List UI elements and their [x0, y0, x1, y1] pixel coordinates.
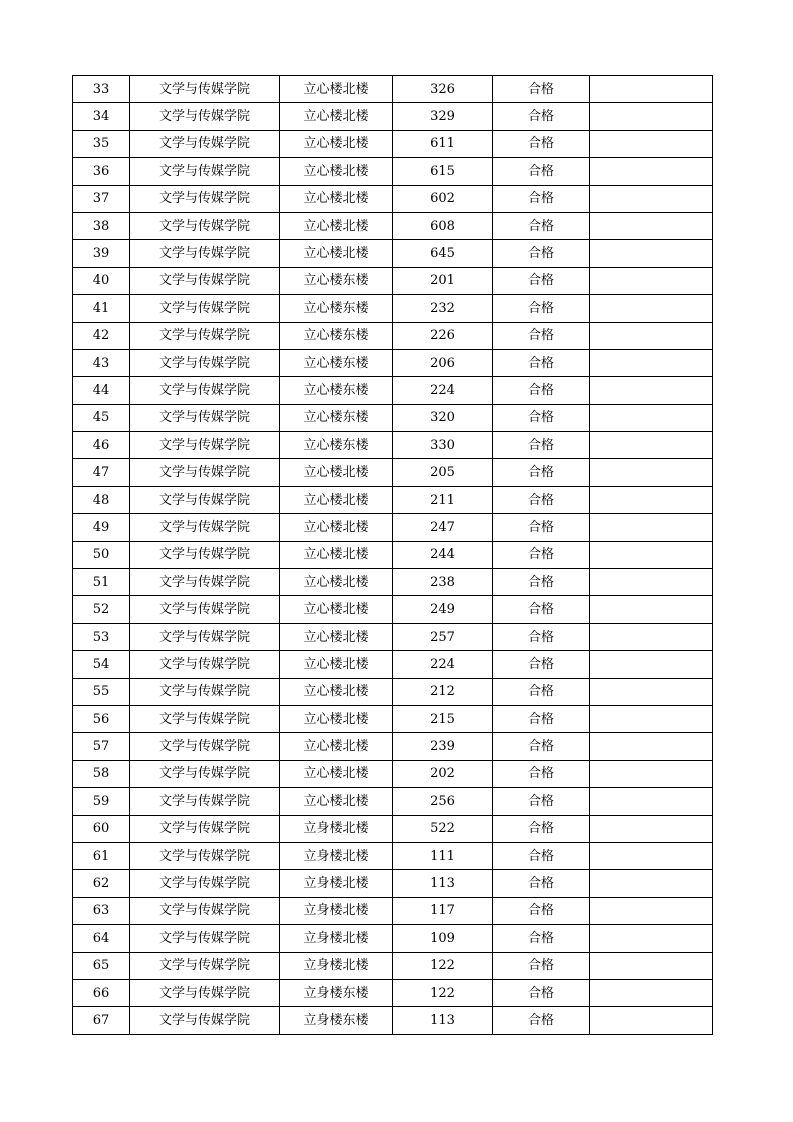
college-cell: 文学与传媒学院 [130, 130, 280, 157]
table-row [73, 651, 713, 678]
room-number-cell: 238 [393, 569, 493, 596]
note-cell [590, 788, 713, 815]
college-cell: 文学与传媒学院 [130, 514, 280, 541]
room-number-cell: 215 [393, 705, 493, 732]
note-cell [590, 240, 713, 267]
room-number-cell: 645 [393, 240, 493, 267]
result-cell: 合格 [493, 185, 590, 212]
table-row [73, 486, 713, 513]
table-row [73, 212, 713, 239]
college-cell: 文学与传媒学院 [130, 295, 280, 322]
note-cell [590, 514, 713, 541]
college-cell: 文学与传媒学院 [130, 486, 280, 513]
note-cell [590, 432, 713, 459]
college-cell: 文学与传媒学院 [130, 267, 280, 294]
college-cell: 文学与传媒学院 [130, 952, 280, 979]
note-cell [590, 925, 713, 952]
result-cell: 合格 [493, 623, 590, 650]
college-cell: 文学与传媒学院 [130, 705, 280, 732]
room-number-cell: 244 [393, 541, 493, 568]
room-number-cell: 326 [393, 76, 493, 103]
result-cell: 合格 [493, 760, 590, 787]
result-cell: 合格 [493, 842, 590, 869]
table-row [73, 130, 713, 157]
building-cell: 立身楼北楼 [280, 842, 393, 869]
result-cell: 合格 [493, 979, 590, 1006]
college-cell: 文学与传媒学院 [130, 897, 280, 924]
result-cell: 合格 [493, 1007, 590, 1034]
note-cell [590, 815, 713, 842]
row-number-cell: 61 [73, 842, 130, 869]
room-number-cell: 211 [393, 486, 493, 513]
table-row [73, 432, 713, 459]
table-row [73, 185, 713, 212]
row-number-cell: 60 [73, 815, 130, 842]
room-number-cell: 201 [393, 267, 493, 294]
note-cell [590, 952, 713, 979]
building-cell: 立心楼北楼 [280, 130, 393, 157]
result-cell: 合格 [493, 377, 590, 404]
note-cell [590, 760, 713, 787]
college-cell: 文学与传媒学院 [130, 979, 280, 1006]
room-number-cell: 320 [393, 404, 493, 431]
building-cell: 立心楼北楼 [280, 651, 393, 678]
building-cell: 立心楼北楼 [280, 76, 393, 103]
building-cell: 立心楼北楼 [280, 733, 393, 760]
table-row [73, 760, 713, 787]
result-cell: 合格 [493, 897, 590, 924]
note-cell [590, 897, 713, 924]
table-row [73, 897, 713, 924]
table-row [73, 322, 713, 349]
building-cell: 立身楼东楼 [280, 1007, 393, 1034]
result-cell: 合格 [493, 267, 590, 294]
college-cell: 文学与传媒学院 [130, 760, 280, 787]
inspection-table [72, 75, 713, 1035]
row-number-cell: 57 [73, 733, 130, 760]
building-cell: 立身楼北楼 [280, 897, 393, 924]
table-row [73, 870, 713, 897]
row-number-cell: 58 [73, 760, 130, 787]
college-cell: 文学与传媒学院 [130, 623, 280, 650]
table-row [73, 103, 713, 130]
note-cell [590, 870, 713, 897]
building-cell: 立心楼北楼 [280, 486, 393, 513]
result-cell: 合格 [493, 788, 590, 815]
building-cell: 立心楼东楼 [280, 404, 393, 431]
table-row [73, 76, 713, 103]
row-number-cell: 38 [73, 212, 130, 239]
building-cell: 立心楼东楼 [280, 322, 393, 349]
room-number-cell: 608 [393, 212, 493, 239]
table-row [73, 979, 713, 1006]
table-row [73, 733, 713, 760]
college-cell: 文学与传媒学院 [130, 377, 280, 404]
college-cell: 文学与传媒学院 [130, 1007, 280, 1034]
result-cell: 合格 [493, 569, 590, 596]
college-cell: 文学与传媒学院 [130, 925, 280, 952]
college-cell: 文学与传媒学院 [130, 733, 280, 760]
result-cell: 合格 [493, 212, 590, 239]
college-cell: 文学与传媒学院 [130, 842, 280, 869]
room-number-cell: 602 [393, 185, 493, 212]
row-number-cell: 33 [73, 76, 130, 103]
row-number-cell: 34 [73, 103, 130, 130]
college-cell: 文学与传媒学院 [130, 322, 280, 349]
college-cell: 文学与传媒学院 [130, 651, 280, 678]
result-cell: 合格 [493, 514, 590, 541]
building-cell: 立心楼北楼 [280, 596, 393, 623]
result-cell: 合格 [493, 651, 590, 678]
result-cell: 合格 [493, 870, 590, 897]
row-number-cell: 35 [73, 130, 130, 157]
row-number-cell: 39 [73, 240, 130, 267]
row-number-cell: 43 [73, 349, 130, 376]
note-cell [590, 733, 713, 760]
room-number-cell: 522 [393, 815, 493, 842]
room-number-cell: 232 [393, 295, 493, 322]
building-cell: 立身楼北楼 [280, 925, 393, 952]
building-cell: 立身楼北楼 [280, 870, 393, 897]
note-cell [590, 705, 713, 732]
room-number-cell: 205 [393, 459, 493, 486]
room-number-cell: 212 [393, 678, 493, 705]
note-cell [590, 130, 713, 157]
room-number-cell: 257 [393, 623, 493, 650]
result-cell: 合格 [493, 596, 590, 623]
building-cell: 立心楼北楼 [280, 541, 393, 568]
building-cell: 立心楼北楼 [280, 459, 393, 486]
row-number-cell: 49 [73, 514, 130, 541]
table-row [73, 623, 713, 650]
building-cell: 立身楼东楼 [280, 979, 393, 1006]
building-cell: 立心楼北楼 [280, 240, 393, 267]
room-number-cell: 109 [393, 925, 493, 952]
college-cell: 文学与传媒学院 [130, 870, 280, 897]
room-number-cell: 224 [393, 651, 493, 678]
row-number-cell: 41 [73, 295, 130, 322]
room-number-cell: 122 [393, 952, 493, 979]
row-number-cell: 44 [73, 377, 130, 404]
row-number-cell: 51 [73, 569, 130, 596]
building-cell: 立心楼东楼 [280, 377, 393, 404]
room-number-cell: 226 [393, 322, 493, 349]
room-number-cell: 111 [393, 842, 493, 869]
building-cell: 立心楼北楼 [280, 158, 393, 185]
table-row [73, 267, 713, 294]
row-number-cell: 67 [73, 1007, 130, 1034]
note-cell [590, 267, 713, 294]
table-row [73, 569, 713, 596]
building-cell: 立心楼北楼 [280, 705, 393, 732]
college-cell: 文学与传媒学院 [130, 76, 280, 103]
room-number-cell: 249 [393, 596, 493, 623]
college-cell: 文学与传媒学院 [130, 678, 280, 705]
building-cell: 立心楼北楼 [280, 760, 393, 787]
row-number-cell: 53 [73, 623, 130, 650]
row-number-cell: 54 [73, 651, 130, 678]
note-cell [590, 76, 713, 103]
table-row [73, 514, 713, 541]
row-number-cell: 63 [73, 897, 130, 924]
college-cell: 文学与传媒学院 [130, 240, 280, 267]
note-cell [590, 158, 713, 185]
row-number-cell: 47 [73, 459, 130, 486]
row-number-cell: 36 [73, 158, 130, 185]
building-cell: 立心楼北楼 [280, 514, 393, 541]
table-row [73, 842, 713, 869]
result-cell: 合格 [493, 952, 590, 979]
room-number-cell: 224 [393, 377, 493, 404]
building-cell: 立心楼东楼 [280, 432, 393, 459]
room-number-cell: 113 [393, 1007, 493, 1034]
table-row [73, 596, 713, 623]
table-row [73, 705, 713, 732]
result-cell: 合格 [493, 925, 590, 952]
room-number-cell: 247 [393, 514, 493, 541]
result-cell: 合格 [493, 459, 590, 486]
result-cell: 合格 [493, 678, 590, 705]
building-cell: 立心楼北楼 [280, 788, 393, 815]
result-cell: 合格 [493, 322, 590, 349]
row-number-cell: 56 [73, 705, 130, 732]
note-cell [590, 103, 713, 130]
row-number-cell: 55 [73, 678, 130, 705]
building-cell: 立心楼北楼 [280, 185, 393, 212]
table-row [73, 404, 713, 431]
college-cell: 文学与传媒学院 [130, 212, 280, 239]
table-row [73, 377, 713, 404]
room-number-cell: 202 [393, 760, 493, 787]
college-cell: 文学与传媒学院 [130, 103, 280, 130]
college-cell: 文学与传媒学院 [130, 349, 280, 376]
row-number-cell: 66 [73, 979, 130, 1006]
college-cell: 文学与传媒学院 [130, 569, 280, 596]
row-number-cell: 46 [73, 432, 130, 459]
college-cell: 文学与传媒学院 [130, 158, 280, 185]
note-cell [590, 623, 713, 650]
note-cell [590, 404, 713, 431]
result-cell: 合格 [493, 486, 590, 513]
note-cell [590, 569, 713, 596]
building-cell: 立心楼北楼 [280, 678, 393, 705]
room-number-cell: 256 [393, 788, 493, 815]
note-cell [590, 1007, 713, 1034]
row-number-cell: 48 [73, 486, 130, 513]
note-cell [590, 541, 713, 568]
college-cell: 文学与传媒学院 [130, 541, 280, 568]
table-row [73, 788, 713, 815]
room-number-cell: 329 [393, 103, 493, 130]
college-cell: 文学与传媒学院 [130, 432, 280, 459]
result-cell: 合格 [493, 76, 590, 103]
room-number-cell: 206 [393, 349, 493, 376]
row-number-cell: 52 [73, 596, 130, 623]
note-cell [590, 377, 713, 404]
note-cell [590, 596, 713, 623]
building-cell: 立心楼东楼 [280, 267, 393, 294]
college-cell: 文学与传媒学院 [130, 788, 280, 815]
note-cell [590, 185, 713, 212]
note-cell [590, 295, 713, 322]
result-cell: 合格 [493, 432, 590, 459]
room-number-cell: 117 [393, 897, 493, 924]
room-number-cell: 239 [393, 733, 493, 760]
room-number-cell: 615 [393, 158, 493, 185]
table-row [73, 1007, 713, 1034]
table-row [73, 295, 713, 322]
room-number-cell: 113 [393, 870, 493, 897]
college-cell: 文学与传媒学院 [130, 185, 280, 212]
room-number-cell: 611 [393, 130, 493, 157]
college-cell: 文学与传媒学院 [130, 815, 280, 842]
table-row [73, 158, 713, 185]
note-cell [590, 842, 713, 869]
table-row [73, 459, 713, 486]
row-number-cell: 59 [73, 788, 130, 815]
note-cell [590, 349, 713, 376]
table-row [73, 815, 713, 842]
building-cell: 立心楼北楼 [280, 212, 393, 239]
table-row [73, 925, 713, 952]
row-number-cell: 45 [73, 404, 130, 431]
result-cell: 合格 [493, 295, 590, 322]
building-cell: 立身楼北楼 [280, 815, 393, 842]
building-cell: 立心楼北楼 [280, 103, 393, 130]
table-row [73, 678, 713, 705]
note-cell [590, 979, 713, 1006]
result-cell: 合格 [493, 349, 590, 376]
row-number-cell: 37 [73, 185, 130, 212]
table-row [73, 952, 713, 979]
college-cell: 文学与传媒学院 [130, 596, 280, 623]
result-cell: 合格 [493, 815, 590, 842]
building-cell: 立心楼东楼 [280, 349, 393, 376]
row-number-cell: 40 [73, 267, 130, 294]
row-number-cell: 42 [73, 322, 130, 349]
table-row [73, 541, 713, 568]
result-cell: 合格 [493, 158, 590, 185]
college-cell: 文学与传媒学院 [130, 404, 280, 431]
building-cell: 立心楼东楼 [280, 295, 393, 322]
row-number-cell: 64 [73, 925, 130, 952]
room-number-cell: 330 [393, 432, 493, 459]
row-number-cell: 62 [73, 870, 130, 897]
result-cell: 合格 [493, 705, 590, 732]
result-cell: 合格 [493, 541, 590, 568]
row-number-cell: 65 [73, 952, 130, 979]
result-cell: 合格 [493, 130, 590, 157]
row-number-cell: 50 [73, 541, 130, 568]
note-cell [590, 459, 713, 486]
building-cell: 立身楼北楼 [280, 952, 393, 979]
note-cell [590, 678, 713, 705]
table-row [73, 240, 713, 267]
note-cell [590, 212, 713, 239]
table-row [73, 349, 713, 376]
result-cell: 合格 [493, 103, 590, 130]
result-cell: 合格 [493, 240, 590, 267]
room-number-cell: 122 [393, 979, 493, 1006]
table-body [73, 76, 713, 1035]
result-cell: 合格 [493, 404, 590, 431]
note-cell [590, 651, 713, 678]
result-cell: 合格 [493, 733, 590, 760]
note-cell [590, 322, 713, 349]
building-cell: 立心楼北楼 [280, 623, 393, 650]
building-cell: 立心楼北楼 [280, 569, 393, 596]
note-cell [590, 486, 713, 513]
college-cell: 文学与传媒学院 [130, 459, 280, 486]
